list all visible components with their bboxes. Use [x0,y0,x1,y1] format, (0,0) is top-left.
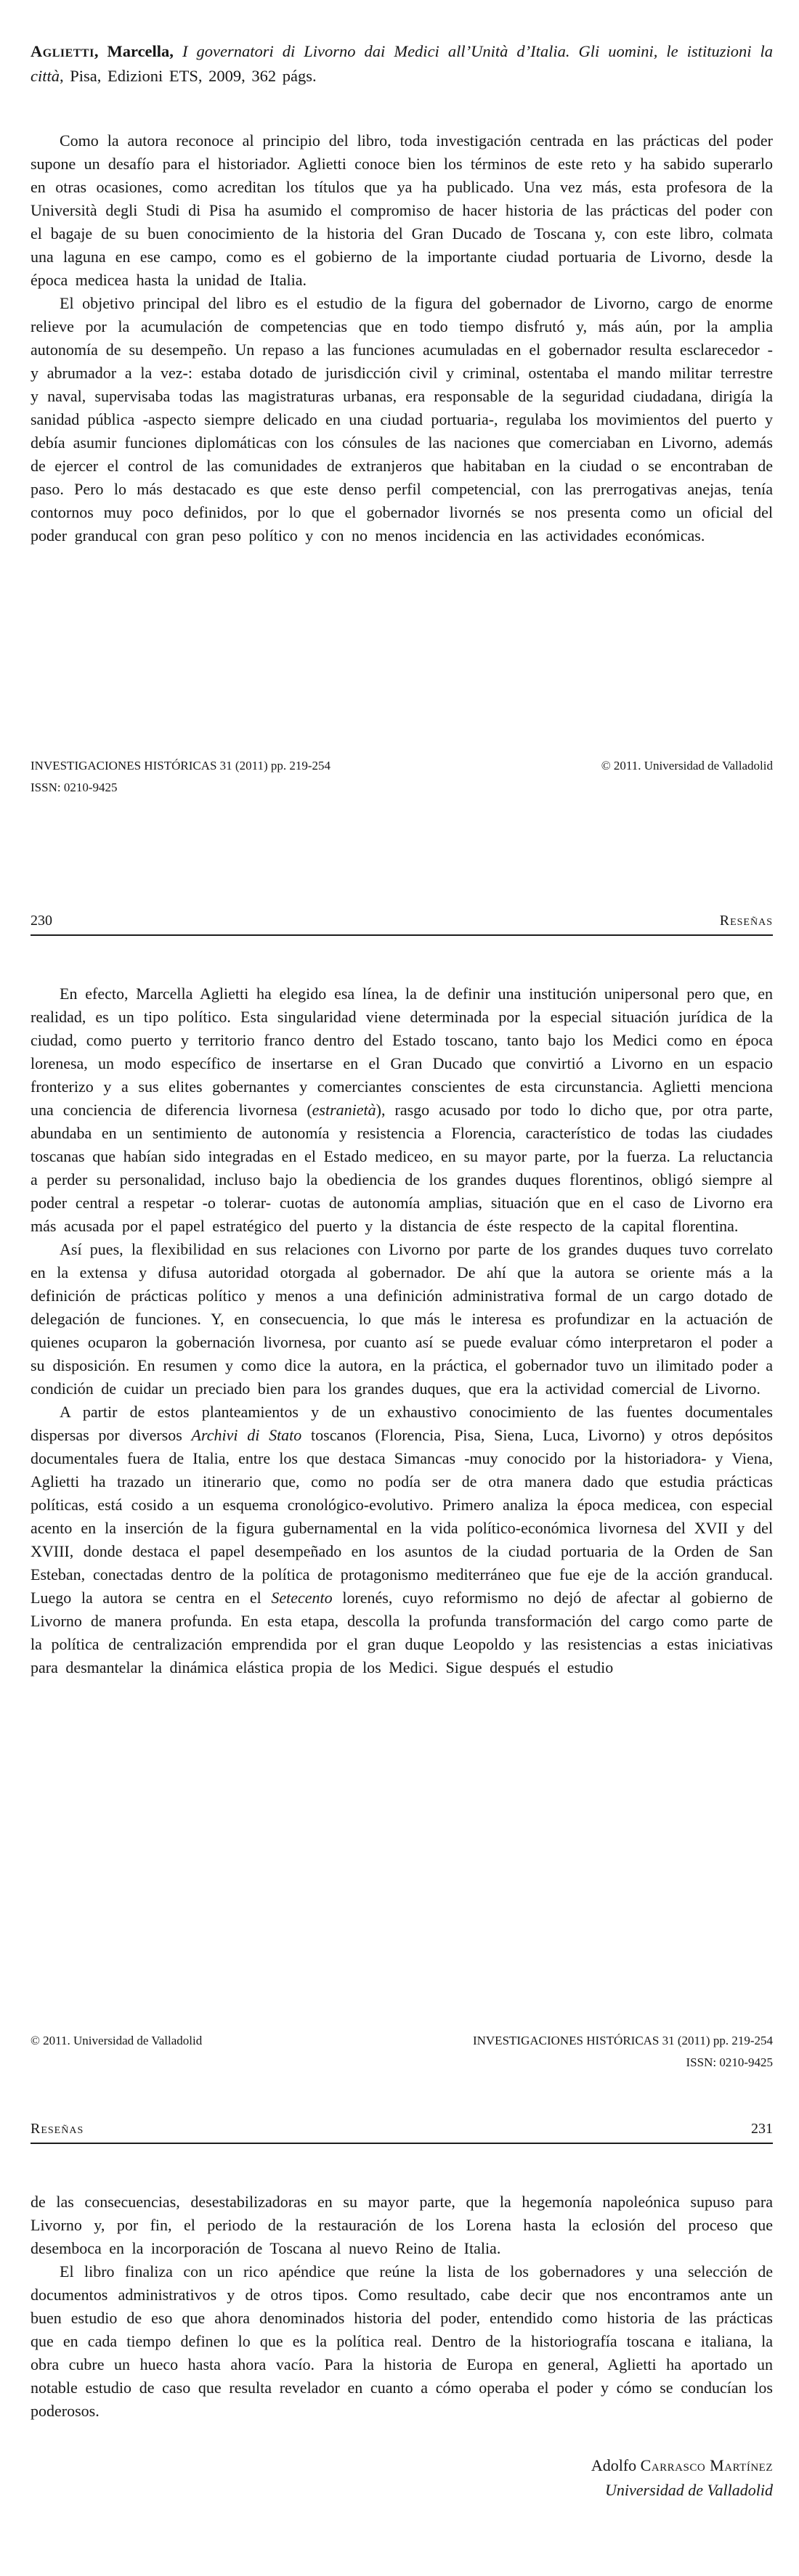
journal-line: INVESTIGACIONES HISTÓRICAS 31 (2011) pp. 219-254 [31,759,331,773]
reviewer-affiliation: Universidad de Valladolid [605,2481,773,2499]
paragraph: En efecto, Marcella Aglietti ha elegido esa línea, la de definir una institución unipersonal pero que, en realidad, es un tipo político. Esta singularidad viene determinada por la especial situación jurídica de la ciudad, como puerto y territorio franco dentro del Estado toscano, tanto bajo los Medici como en época lorenesa, un modo específico de insertarse en el Gran Ducado que convirtió a Livorno en un espacio fronterizo y a sus elites gobernantes y comerciantes conscientes de esta circunstancia. Aglietti menciona una conciencia de diferencia livornesa (estranietà), rasgo acusado por todo lo dicho que, por otra parte, abundaba en un sentimiento de autonomía y resistencia a Florencia, característico de todas las ciudades toscanas que habían sido integradas en el Estado mediceo, en su mayor parte, por la fuerza. La reluctancia a perder su personalidad, incluso bajo la obediencia de los grandes duques florentinos, obligó siempre al poder central a respetar -o tolerar- cuotas de autonomía amplias, situación que en el caso de Livorno era más acusada por el papel estratégico del puerto y la distancia de éste respecto de la capital florentina. [31,985,774,1235]
page-number: 231 [751,2121,773,2137]
paragraph: de las consecuencias, desestabilizadoras en su mayor parte, que la hegemonía napoleónica supuso para Livorno y, por fin, el periodo de la restauración de los Lorena hasta la eclosión del proceso que desemboca en la incorporación de Toscana al nuevo Reino de Italia. [31,2193,773,2257]
paragraph: El libro finaliza con un rico apéndice que reúne la lista de los gobernadores y una selección de documentos administrativos y de otros tipos. Como resultado, cabe decir que nos encontramos ante un buen estudio de eso que ahora denominados historia del poder, entendido como historia de las prácticas que en cada tiempo definen lo que es la política real. Dentro de la historiografía toscana e italiana, la obra cubre un hueco hasta ahora vacío. Para la historia de Europa en general, Aglietti ha aportado un notable estudio de caso que resulta revelador en cuanto a cómo operaba el poder y cómo se conducían los poderosos. [31,2262,773,2420]
page-3-body [31,2120,773,2503]
paragraph: Así pues, la flexibilidad en sus relaciones con Livorno por parte de los grandes duques tuvo correlato en la extensa y difusa autoridad otorgada al gobernador. De ahí que la autora se oriente más a la definición de prácticas político y menos a una definición administrativa formal de un cargo dotado de delegación de funciones. Y, en consecuencia, lo que más le interesa es profundizar en la actuación de quienes ocuparon la gobernación livornesa, por cuanto así se puede evaluar cómo interpretaron el poder a su disposición. En resumen y como dice la autora, en la práctica, el gobernador tuvo un ilimitado poder a condición de cuidar un preciado bien para los grandes duques, que era la actividad comercial de Livorno. [31,1240,773,1398]
page-2-footer [31,2030,773,2074]
footer-journal-block [473,2030,773,2074]
book-citation: Aglietti, Marcella, I governatori di Livorno dai Medici all’Unità d’Italia. Gli uomini, le istituzioni la città, Pisa, Edizioni ETS, 2009, 362 págs. [31,42,773,85]
issn-line: ISSN: 0210-9425 [686,2055,773,2069]
page-2-body [31,912,773,1679]
running-header [31,2120,773,2144]
copyright-line: © 2011. Universidad de Valladolid [601,759,773,773]
page-1-body [31,39,773,547]
footer-copyright-block [31,2030,202,2052]
page-number: 230 [31,913,52,929]
paragraph: Como la autora reconoce al principio del libro, toda investigación centrada en las prácticas del poder supone un desafío para el historiador. Aglietti conoce bien los términos de este reto y ha sabido superarlo en otras ocasiones, como acreditan los títulos que ya ha publicado. Una vez más, esta profesora de la Università degli Studi di Pisa ha asumido el compromiso de hacer historia de las prácticas del poder con el bagaje de su buen conocimiento de la historia del Gran Ducado de Toscana y, con este libro, colmata una laguna en ese campo, como es el gobierno de la importante ciudad portuaria de Livorno, desde la época medicea hasta la unidad de Italia. [31,131,773,289]
copyright-line: © 2011. Universidad de Valladolid [31,2034,203,2047]
running-title: Reseñas [31,2121,84,2137]
signature-block [31,2453,773,2503]
footer-journal-block [31,755,330,799]
running-header [31,912,773,936]
footer-copyright-block [601,755,773,777]
issn-line: ISSN: 0210-9425 [31,780,118,794]
journal-line: INVESTIGACIONES HISTÓRICAS 31 (2011) pp. 219-254 [472,2034,773,2047]
page-3-text [31,2190,773,2503]
paragraph: A partir de estos planteamientos y de un exhaustivo conocimiento de las fuentes documentales dispersas por diversos Archivi di Stato toscanos (Florencia, Pisa, Siena, Luca, Livorno) y otros depósitos documentales fuera de Italia, entre los que destaca Simancas -muy conocido por la historiadora- y Viena, Aglietti ha trazado un itinerario que, como no podía ser de otra manera dado que estudia prácticas políticas, está cosido a un esquema cronológico-evolutivo. Primero analiza la época medicea, con especial acento en la inserción de la figura gubernamental en la vida político-económica livornesa del XVII y del XVIII, donde destaca el papel desempeñado en los asuntos de la ciudad portuaria de la Orden de San Esteban, conectadas dentro de la política de protagonismo mediterráneo que fue eje de la acción granducal. Luego la autora se centra en el Setecento lorenés, cuyo reformismo no dejó de afectar al gobierno de Livorno de manera profunda. En esta etapa, descolla la profunda transformación del cargo como parte de la política de centralización emprendida por el gran duque Leopoldo y las resistencias a estas iniciativas para desmantelar la dinámica elástica propia de los Medici. Sigue después el estudio [31,1403,774,1676]
running-title: Reseñas [719,913,773,929]
paragraph: El objetivo principal del libro es el estudio de la figura del gobernador de Livorno, cargo de enorme relieve por la acumulación de competencias que en todo tiempo disfrutó y, más aún, por la amplia autonomía de su desempeño. Un repaso a las funciones acumuladas en el gobernador resulta esclarecedor -y abrumador a la vez-: estaba dotado de jurisdicción civil y criminal, ostentaba el mando militar terrestre y naval, supervisaba todas las magistraturas urbanas, era responsable de la seguridad ciudadana, dirigía la sanidad pública -aspecto siempre delicado en una ciudad portuaria-, regulaba los movimientos del puerto y debía asumir funciones diplomáticas con los cónsules de las naciones que comerciaban en Livorno, además de ejercer el control de las comunidades de extranjeros que habitaban en la ciudad o se encontraban de paso. Pero lo más destacado es que este denso perfil competencial, con las prerrogativas anejas, tenía contornos muy poco definidos, por lo que el gobernador livornés se nos presenta como un oficial del poder granducal con gran peso político y con no menos incidencia en las actividades económicas. [31,294,773,545]
page-2-text [31,982,773,1679]
reviewer-name: Adolfo Carrasco Martínez [591,2456,773,2474]
page-1-footer [31,755,773,799]
